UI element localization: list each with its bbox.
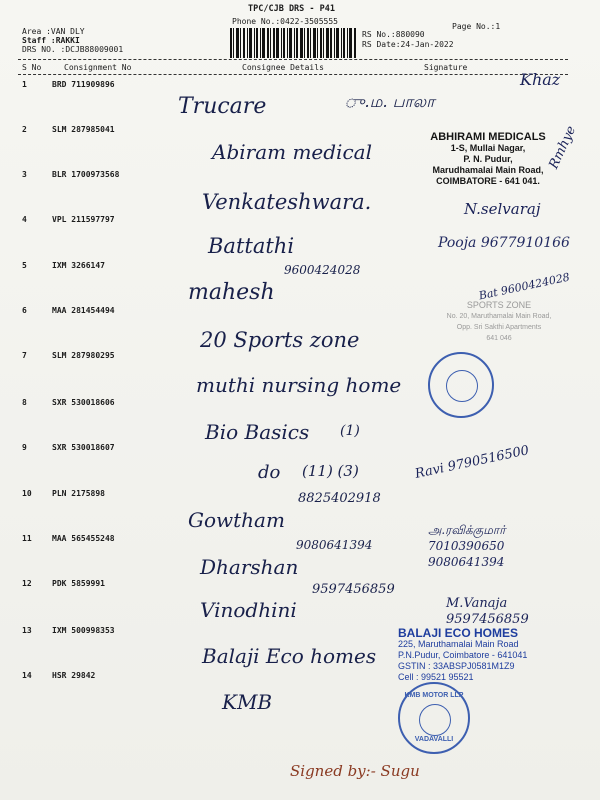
row-sno: 7: [22, 351, 27, 360]
row-sno: 1: [22, 80, 27, 89]
area-label: Area :VAN DLY: [22, 27, 85, 36]
consignee-name: Bio Basics: [205, 420, 310, 444]
row-sno: 6: [22, 306, 27, 315]
stamp-line: Marudhamalai Main Road,: [432, 165, 544, 175]
signature: Ravi 9790516500: [413, 443, 531, 482]
stamp-line: GSTIN : 33ABSPJ0581M1Z9: [398, 661, 515, 671]
consignee-name: Vinodhini: [200, 598, 297, 622]
row-consignment: MAA 281454494: [52, 306, 115, 315]
row-consignment: SXR 530018607: [52, 443, 115, 452]
column-divider: [18, 74, 568, 75]
stamp-line: SPORTS ZONE: [466, 300, 532, 310]
barcode: [230, 28, 356, 58]
signature: Khaz: [520, 70, 561, 89]
stamp-line: COIMBATORE - 641 041.: [436, 176, 540, 186]
consignee-note: 8825402918: [298, 491, 381, 506]
col-consignment: Consignment No: [64, 63, 132, 72]
signature: M.Vanaja 9597456859: [446, 596, 529, 627]
row-consignment: PDK 5859991: [52, 579, 105, 588]
row-sno: 2: [22, 125, 27, 134]
row-sno: 3: [22, 170, 27, 179]
stamp-line: Cell : 99521 95521: [398, 672, 474, 682]
consignee-note: Pooja 9677910166: [438, 235, 570, 251]
staff-label: Staff :RAKKI: [22, 36, 80, 45]
consignee-name: Balaji Eco homes: [202, 644, 377, 668]
sports-zone-stamp: [424, 300, 574, 344]
col-consignee: Consignee Details: [242, 63, 324, 72]
consignee-name: Battathi: [208, 234, 295, 258]
stamp-line: ABHIRAMI MEDICALS: [430, 131, 546, 143]
signature: Rmhye: [546, 123, 580, 172]
signature: அ.ரவிக்குமார் 7010390650 9080641394: [428, 523, 506, 569]
stamp-line: P. N. Pudur,: [463, 154, 513, 164]
consignee-note: 9080641394: [296, 538, 373, 552]
consignee-name: KMB: [222, 690, 273, 714]
kmb-motor-seal: [398, 682, 470, 754]
page-number: Page No.:1: [452, 22, 501, 31]
phone-number: Phone No.:0422-3505555: [232, 17, 338, 26]
row-consignment: MAA 565455248: [52, 534, 115, 543]
row-consignment: VPL 211597797: [52, 215, 115, 224]
consignee-name: 20 Sports zone: [200, 328, 360, 352]
stamp-line: 1-S, Mullai Nagar,: [450, 143, 526, 153]
row-sno: 8: [22, 398, 27, 407]
consignee-name: do: [258, 462, 281, 483]
row-sno: 10: [22, 489, 32, 498]
stamp-line: Opp. Sri Sakthi Apartments: [456, 324, 542, 331]
stamp-line: BALAJI ECO HOMES: [398, 626, 519, 640]
row-consignment: HSR 29842: [52, 671, 96, 680]
row-sno: 11: [22, 534, 32, 543]
row-sno: 13: [22, 626, 32, 635]
row-consignment: BLR 1700973568: [52, 170, 120, 179]
consignee-name: muthi nursing home: [196, 373, 402, 397]
rs-date: RS Date:24-Jan-2022: [362, 40, 454, 49]
balaji-eco-homes-stamp: [398, 628, 578, 683]
row-sno: 12: [22, 579, 32, 588]
row-consignment: PLN 2175898: [52, 489, 105, 498]
row-consignment: SLM 287980295: [52, 351, 115, 360]
stamp-line: 225, Maruthamalai Main Road: [398, 639, 519, 649]
col-sno: S No: [22, 63, 42, 72]
row-consignment: IXM 3266147: [52, 261, 105, 270]
consignee-name: Dharshan: [200, 555, 299, 579]
signature: Bat 9600424028: [477, 270, 571, 303]
abhirami-medicals-stamp: [404, 132, 572, 187]
consignee-note: ு.ம. பாலா: [344, 92, 435, 111]
signature: N.selvaraj: [464, 200, 541, 218]
consignee-name: Venkateshwara.: [202, 190, 372, 214]
consignee-name: mahesh: [188, 280, 275, 305]
header-divider: [18, 59, 568, 60]
sheet-title: TPC/CJB DRS - P41: [248, 4, 335, 14]
drs-number: DRS NO. :DCJB88009001: [22, 45, 124, 54]
row-consignment: SXR 530018606: [52, 398, 115, 407]
consignee-note: 9597456859: [312, 582, 395, 597]
col-signature: Signature: [424, 63, 468, 72]
stamp-line: No. 20, Maruthamalai Main Road,: [446, 313, 552, 320]
row-consignment: BRD 711909896: [52, 80, 115, 89]
row-sno: 4: [22, 215, 27, 224]
signed-by-note: Signed by:- Sugu: [290, 762, 420, 780]
consignee-name: Trucare: [178, 94, 267, 119]
consignee-note: (1): [340, 423, 360, 439]
row-sno: 14: [22, 671, 32, 680]
consignee-name: Abiram medical: [212, 140, 372, 164]
stamp-line: 641 046: [486, 335, 512, 342]
stamp-line: P.N.Pudur, Coimbatore - 641041: [398, 650, 528, 660]
row-sno: 9: [22, 443, 27, 452]
row-consignment: SLM 287985041: [52, 125, 115, 134]
seal-top-text: KMB MOTOR LLP: [404, 692, 464, 699]
consignee-note: (11) (3): [302, 462, 359, 480]
rs-number: RS No.:880090: [362, 30, 425, 39]
seal-bottom-text: VADAVALLI: [414, 736, 454, 743]
consignee-note: 9600424028: [284, 263, 361, 277]
row-sno: 5: [22, 261, 27, 270]
consignee-name: Gowtham: [188, 508, 285, 532]
row-consignment: IXM 500998353: [52, 626, 115, 635]
nursing-home-seal: [428, 352, 494, 418]
